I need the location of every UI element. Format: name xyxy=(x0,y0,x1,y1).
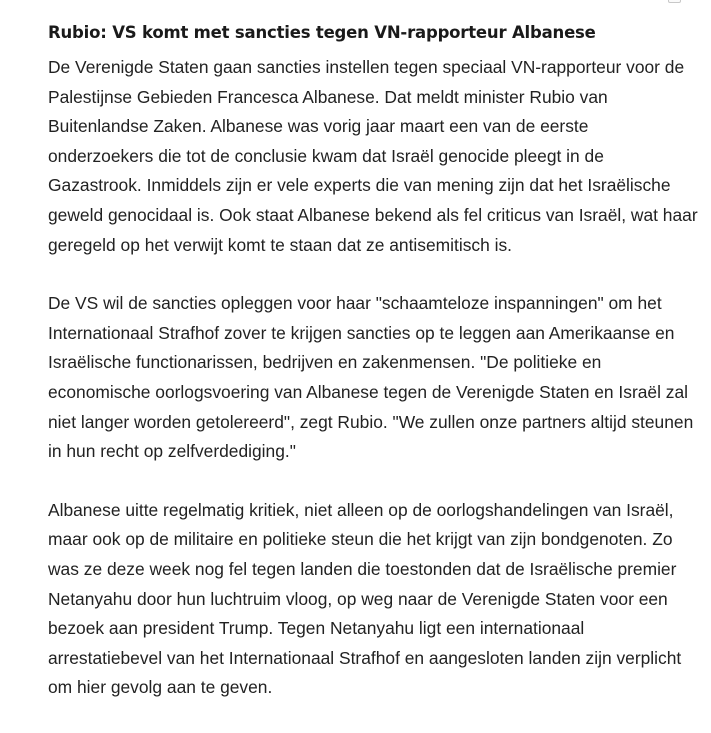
article-headline: Rubio: VS komt met sancties tegen VN-rapporteur Albanese xyxy=(48,23,596,42)
article-paragraph-3: Albanese uitte regelmatig kritiek, niet alleen op de oorlogshandelingen van Israël, maar ook op de militaire en politieke steun die het krijgt van zijn bondgenoten. Zo was ze deze week nog fel tegen landen die toestonden dat de Israëlische premier Netanyahu door hun luchtruim vloog, op weg naar de Verenigde Staten voor een bezoek aan president Trump. Tegen Netanyahu ligt een internationaal arrestatiebevel van het Internationaal Strafhof en aangesloten landen zijn verplicht om hier gevolg aan te geven. xyxy=(48,499,682,698)
article-paragraph-2: De VS wil de sancties opleggen voor haar "schaamteloze inspanningen" om het Internationaal Strafhof zover te krijgen sancties op te leggen aan Amerikaanse en Israëlische functionarissen, bedrijven en zakenmensen. "De politieke en economische oorlogsvoering van Albanese tegen de Verenigde Staten en Israël zal niet langer worden getolereerd", zegt Rubio. "We zullen onze partners altijd steunen in hun recht op zelfverdediging." xyxy=(48,293,694,462)
news-article xyxy=(48,20,698,703)
partial-icon xyxy=(668,0,681,3)
article-paragraph-1: De Verenigde Staten gaan sancties instellen tegen speciaal VN-rapporteur voor de Palestijnse Gebieden Francesca Albanese. Dat meldt minister Rubio van Buitenlandse Zaken. Albanese was vorig jaar maart een van de eerste onderzoekers die tot de conclusie kwam dat Israël genocide pleegt in de Gazastrook. Inmiddels zijn er vele experts die van mening zijn dat het Israëlische geweld genocidaal is. Ook staat Albanese bekend als fel criticus van Israël, wat haar geregeld op het verwijt komt te staan dat ze antisemitisch is. xyxy=(48,57,698,255)
